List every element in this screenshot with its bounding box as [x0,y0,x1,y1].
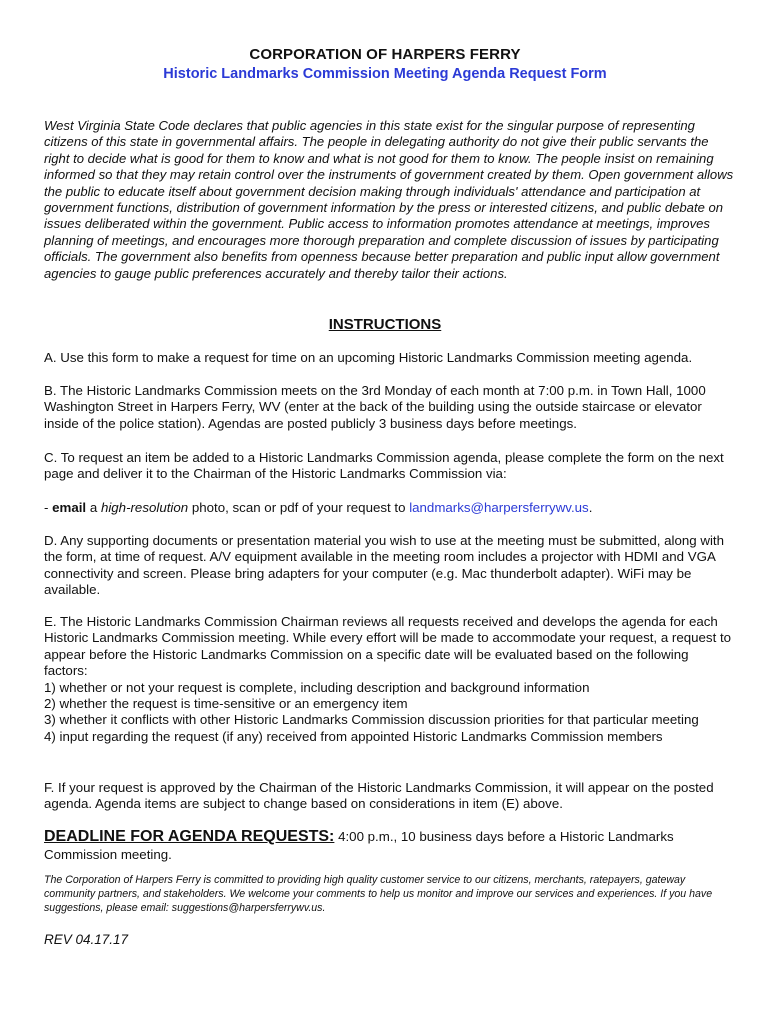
email-prefix: - [44,500,53,515]
landmarks-email-link[interactable]: landmarks@harpersferrywv.us [409,500,589,515]
instruction-e [44,614,734,745]
high-resolution-text: high-resolution [100,500,189,515]
instructions-heading: INSTRUCTIONS [328,316,442,333]
instruction-a: A. Use this form to make a request for time on an upcoming Historic Landmarks Commission meeting agenda. [44,350,693,365]
revision-label: REV 04.17.17 [44,932,129,947]
deadline-line [44,828,734,864]
form-title: Historic Landmarks Commission Meeting Agenda Request Form [163,66,607,82]
email-rest: photo, scan or pdf of your request to [188,500,410,515]
email-instruction [44,500,734,516]
factor-item: 2) whether the request is time-sensitive or an emergency item [44,696,408,712]
intro-paragraph: West Virginia State Code declares that public agencies in this state exist for the singular purpose of representing citizens of this state in governmental affairs. The people in delegating authority do not give their public servants the right to decide what is good for them to know and what is not good for them to know. The people insist on remaining informed so that they may retain control over the instruments of government created by them. Open government allows the public to educate itself about government decision making through individuals' attendance and participation at government functions, distribution of government information by the press or interested citizens, and public debate on issues deliberated within the government. Public access to information promotes attendance at meetings, improves planning of meetings, and encourages more thorough preparation and complete discussion of issues by participating officials. The government also benefits from openness because better preparation and public input allow government agencies to gauge public preferences accurately and thereby tailor their actions. [44,118,734,281]
instruction-b: B. The Historic Landmarks Commission meets on the 3rd Monday of each month at 7:00 p.m. in Town Hall, 1000 Washington Street in Harpers Ferry, WV (enter at the back of the building using the outside staircase or elevator inside of the police station). Agendas are posted publicly 3 business days before meetings. [44,383,706,431]
factor-item: 4) input regarding the request (if any) received from appointed Historic Landmarks Commission members [44,728,663,744]
factor-item: 1) whether or not your request is complete, including description and background information [44,679,590,695]
instruction-c: C. To request an item be added to a Historic Landmarks Commission agenda, please complete the form on the next page and deliver it to the Chairman of the Historic Landmarks Commission via: [44,450,724,482]
customer-service-note: The Corporation of Harpers Ferry is committed to providing high quality customer service to our citizens, merchants, ratepayers, gateway community partners, and stakeholders. We welcome your comments to help us monitor and improve our services and experiences. If you have suggestions, please email: suggestions@harpersferrywv.us. [44,874,713,914]
email-word: email [52,500,87,515]
deadline-label: DEADLINE FOR AGENDA REQUESTS: [44,828,335,845]
instruction-d: D. Any supporting documents or presentation material you wish to use at the meeting must be submitted, along with the form, at time of request. A/V equipment available in the meeting room includes a projector with HDMI and VGA connectivity and screen. Please bring adapters for your computer (e.g. Mac thunderbolt adapter). WiFi may be available. [44,533,724,598]
instruction-e-intro: E. The Historic Landmarks Commission Chairman reviews all requests received and develops the agenda for each Historic Landmarks Commission meeting. While every effort will be made to accommodate your request, a request to appear before the Historic Landmarks Commission on a specific date will be evaluated based on the following factors: [44,614,732,679]
factor-item: 3) whether it conflicts with other Historic Landmarks Commission discussion priorities for that particular meeting [44,712,699,728]
deadline-text: 4:00 p.m., 10 business days before a Historic Landmarks Commission meeting. [44,829,674,862]
organization-title: CORPORATION OF HARPERS FERRY [249,46,521,63]
email-end: . [588,500,593,515]
instruction-f: F. If your request is approved by the Chairman of the Historic Landmarks Commission, it will appear on the posted agenda. Agenda items are subject to change based on considerations in item (E) above. [44,780,714,812]
email-a: a [86,500,101,515]
